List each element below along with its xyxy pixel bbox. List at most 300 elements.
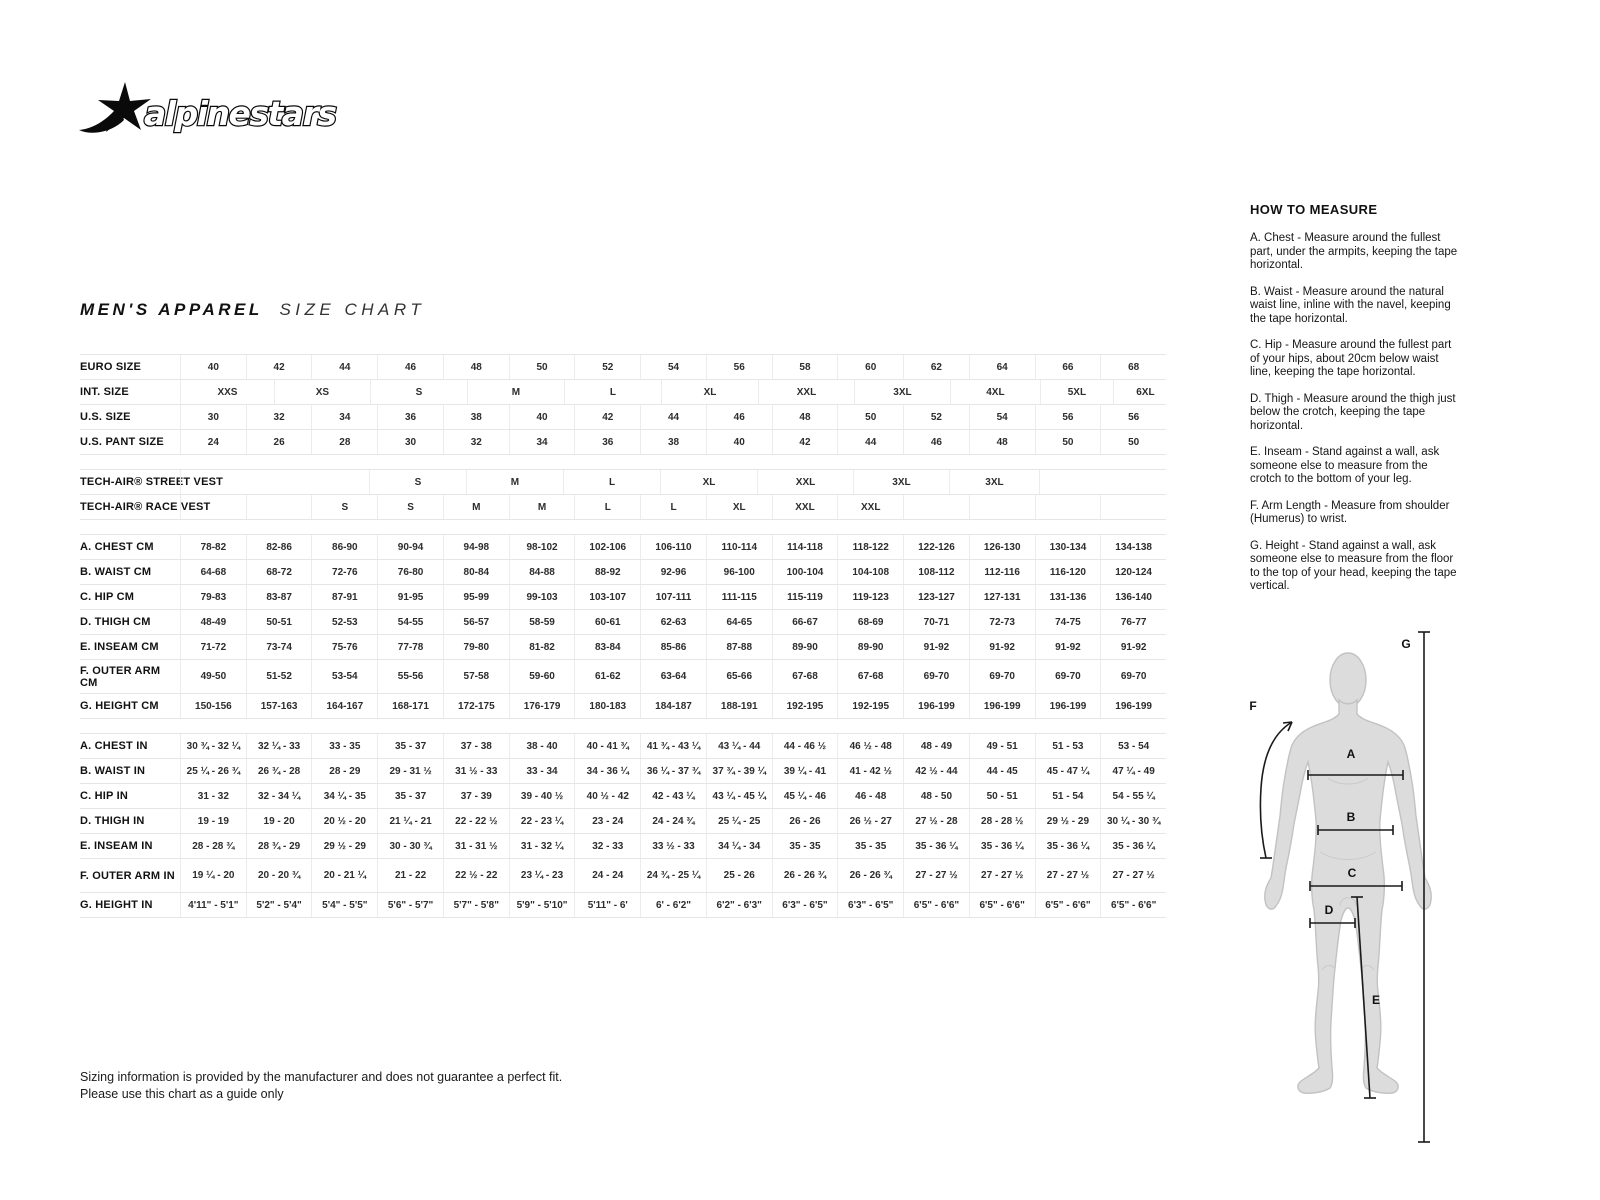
inseam-cm-cells xyxy=(180,635,1166,659)
us-size-label: U.S. SIZE xyxy=(80,411,131,423)
chest-in-cells xyxy=(180,734,1166,758)
size-cell: 5'2" - 5'4" xyxy=(246,893,312,917)
size-cell: 40 xyxy=(706,430,772,454)
int-size-cells xyxy=(180,380,1166,404)
size-cell: 42 xyxy=(772,430,838,454)
size-cell: 32 xyxy=(443,430,509,454)
size-cell: 188-191 xyxy=(706,694,772,718)
size-cell: 6XL xyxy=(1113,380,1177,404)
label-hip: C xyxy=(1347,866,1357,880)
thigh-cm-label: D. THIGH CM xyxy=(80,616,151,628)
size-cell: 28 - 28 ½ xyxy=(969,809,1035,833)
size-cell: 4XL xyxy=(950,380,1040,404)
size-cell: 45 ¼ - 46 xyxy=(772,784,838,808)
size-cell: 5'9" - 5'10" xyxy=(509,893,575,917)
size-cell: 40 xyxy=(180,355,246,379)
size-cell: 27 - 27 ½ xyxy=(1035,859,1101,892)
size-cell: 30 - 30 ¾ xyxy=(377,834,443,858)
waist-cm-label: B. WAIST CM xyxy=(80,566,152,578)
size-cell: M xyxy=(443,495,509,519)
size-cell: 20 - 20 ¾ xyxy=(246,859,312,892)
size-cell: 35 - 36 ¼ xyxy=(969,834,1035,858)
size-cell: 39 ¼ - 41 xyxy=(772,759,838,783)
row-height-in xyxy=(80,893,1166,918)
int-size-label: INT. SIZE xyxy=(80,386,129,398)
page-title-primary: MEN'S APPAREL xyxy=(80,300,263,319)
size-cell xyxy=(969,495,1035,519)
size-cell: 45 - 47 ¼ xyxy=(1035,759,1101,783)
size-cell: 24 - 24 ¾ xyxy=(640,809,706,833)
size-cell: 44 xyxy=(837,430,903,454)
size-cell: 32 - 33 xyxy=(574,834,640,858)
outer-arm-in-label: F. OUTER ARM IN xyxy=(80,869,175,882)
size-cell: 6' - 6'2" xyxy=(640,893,706,917)
size-cell: 22 - 22 ½ xyxy=(443,809,509,833)
page-title-secondary: SIZE CHART xyxy=(279,300,426,319)
chest-cm-label: A. CHEST CM xyxy=(80,541,154,553)
size-cell: 32 - 34 ¼ xyxy=(246,784,312,808)
tech-air-race-vest-label: TECH-AIR® RACE VEST xyxy=(80,501,211,513)
size-cell: 86-90 xyxy=(311,535,377,559)
tech-air-race-vest-cells xyxy=(180,495,1166,519)
size-cell: S xyxy=(370,380,467,404)
size-cell: 60-61 xyxy=(574,610,640,634)
size-cell: XXS xyxy=(180,380,274,404)
size-cell xyxy=(1035,495,1101,519)
size-cell: 5'4" - 5'5" xyxy=(311,893,377,917)
size-cell: 36 xyxy=(574,430,640,454)
size-cell: 157-163 xyxy=(246,694,312,718)
size-cell: 35 - 35 xyxy=(837,834,903,858)
size-cell: 46 xyxy=(377,355,443,379)
size-cell: M xyxy=(509,495,575,519)
size-cell: 91-92 xyxy=(1035,635,1101,659)
size-cell: 34 ¼ - 34 xyxy=(706,834,772,858)
size-cell: 81-82 xyxy=(509,635,575,659)
size-cell: 40 xyxy=(509,405,575,429)
size-cell: 50 xyxy=(837,405,903,429)
size-cell: 68 xyxy=(1100,355,1166,379)
measure-item: F. Arm Length - Measure from shoulder (Humerus) to wrist. xyxy=(1250,499,1450,525)
size-cell: 72-73 xyxy=(969,610,1035,634)
size-cell: 115-119 xyxy=(772,585,838,609)
outer-arm-in-cells xyxy=(180,859,1166,892)
size-cell: 40 - 41 ¾ xyxy=(574,734,640,758)
size-cell: S xyxy=(369,470,466,494)
size-cell: 87-88 xyxy=(706,635,772,659)
size-cell xyxy=(180,495,246,519)
size-cell: 120-124 xyxy=(1100,560,1166,584)
size-cell: 87-91 xyxy=(311,585,377,609)
size-cell: 65-66 xyxy=(706,660,772,693)
row-us-pant-size xyxy=(80,430,1166,455)
size-cell: 51 - 53 xyxy=(1035,734,1101,758)
size-cell: 69-70 xyxy=(1100,660,1166,693)
size-cell: 192-195 xyxy=(837,694,903,718)
inseam-cm-label: E. INSEAM CM xyxy=(80,641,159,653)
row-outer-arm-in xyxy=(80,859,1166,893)
size-cell: 29 ½ - 29 xyxy=(1035,809,1101,833)
size-cell: L xyxy=(564,380,661,404)
size-cell: 48 xyxy=(969,430,1035,454)
size-cell: 26 - 26 ¾ xyxy=(772,859,838,892)
size-cell: 35 - 36 ¼ xyxy=(903,834,969,858)
size-cell: 89-90 xyxy=(837,635,903,659)
size-cell: 56 xyxy=(706,355,772,379)
size-cell: 46 xyxy=(903,430,969,454)
size-cell: 27 - 27 ½ xyxy=(969,859,1035,892)
height-in-cells xyxy=(180,893,1166,917)
size-cell: 50-51 xyxy=(246,610,312,634)
size-cell xyxy=(1100,495,1166,519)
size-cell: 82-86 xyxy=(246,535,312,559)
size-cell: 30 xyxy=(377,430,443,454)
row-waist-in xyxy=(80,759,1166,784)
size-cell: 96-100 xyxy=(706,560,772,584)
size-cell: L xyxy=(563,470,660,494)
size-cell: 29 - 31 ½ xyxy=(377,759,443,783)
row-thigh-cm xyxy=(80,610,1166,635)
size-cell: 164-167 xyxy=(311,694,377,718)
size-cell: 73-74 xyxy=(246,635,312,659)
size-cell: 48 - 49 xyxy=(903,734,969,758)
size-cell: 24 - 24 xyxy=(574,859,640,892)
size-cell: 40 ½ - 42 xyxy=(574,784,640,808)
size-cell: 28 ¾ - 29 xyxy=(246,834,312,858)
alpinestars-logo xyxy=(78,80,358,142)
size-cell: 92-96 xyxy=(640,560,706,584)
label-arm-length: F xyxy=(1249,699,1257,713)
size-cell: 38 xyxy=(640,430,706,454)
size-cell: L xyxy=(574,495,640,519)
size-cell: 85-86 xyxy=(640,635,706,659)
size-cell: 54-55 xyxy=(377,610,443,634)
size-cell: 49 - 51 xyxy=(969,734,1035,758)
measure-list xyxy=(1250,232,1458,594)
size-cell: 5'7" - 5'8" xyxy=(443,893,509,917)
size-cell: 111-115 xyxy=(706,585,772,609)
size-cell: 89-90 xyxy=(772,635,838,659)
size-cell: 71-72 xyxy=(180,635,246,659)
alpinestars-star-icon xyxy=(79,82,151,133)
size-cell: 39 - 40 ½ xyxy=(509,784,575,808)
size-cell: 56-57 xyxy=(443,610,509,634)
footer-line-1: Sizing information is provided by the manufacturer and does not guarantee a perfect fit. xyxy=(80,1070,563,1084)
inseam-in-label: E. INSEAM IN xyxy=(80,840,153,852)
size-cell: 26 - 26 xyxy=(772,809,838,833)
chest-cm-cells xyxy=(180,535,1166,559)
measure-item: A. Chest - Measure around the fullest part, under the armpits, keeping the tape horizontal. xyxy=(1250,232,1458,271)
hip-in-label: C. HIP IN xyxy=(80,790,129,802)
label-inseam: E xyxy=(1371,993,1381,1007)
size-cell: 37 ¾ - 39 ¼ xyxy=(706,759,772,783)
size-cell: 42 xyxy=(246,355,312,379)
size-cell: 5XL xyxy=(1040,380,1113,404)
size-cell: 95-99 xyxy=(443,585,509,609)
size-cell: 131-136 xyxy=(1035,585,1101,609)
size-cell: 31 - 32 ¼ xyxy=(509,834,575,858)
waist-in-label: B. WAIST IN xyxy=(80,765,146,777)
size-cell: 107-111 xyxy=(640,585,706,609)
size-cell: 36 xyxy=(377,405,443,429)
size-cell: 6'5" - 6'6" xyxy=(903,893,969,917)
size-cell: 83-87 xyxy=(246,585,312,609)
size-cell: 47 ¼ - 49 xyxy=(1100,759,1166,783)
measure-item: E. Inseam - Stand against a wall, ask someone else to measure from the crotch to the bottom of your leg. xyxy=(1250,446,1440,485)
size-cell: 52 xyxy=(574,355,640,379)
us-size-cells xyxy=(180,405,1166,429)
size-cell: 46 ½ - 48 xyxy=(837,734,903,758)
size-cell: 50 xyxy=(1100,430,1166,454)
size-cell: 88-92 xyxy=(574,560,640,584)
size-cell: 77-78 xyxy=(377,635,443,659)
size-cell xyxy=(180,470,369,494)
hip-cm-cells xyxy=(180,585,1166,609)
size-cell xyxy=(246,495,312,519)
size-cell: 99-103 xyxy=(509,585,575,609)
size-cell: 136-140 xyxy=(1100,585,1166,609)
size-cell: 41 ¾ - 43 ¼ xyxy=(640,734,706,758)
size-cell: 5'11" - 6' xyxy=(574,893,640,917)
size-cell: 54 xyxy=(640,355,706,379)
row-int-size xyxy=(80,380,1166,405)
row-tech-air-race-vest xyxy=(80,495,1166,520)
thigh-cm-cells xyxy=(180,610,1166,634)
size-cell: 20 ½ - 20 xyxy=(311,809,377,833)
size-cell: XS xyxy=(274,380,370,404)
row-hip-cm xyxy=(80,585,1166,610)
size-cell: 70-71 xyxy=(903,610,969,634)
measure-item: D. Thigh - Measure around the thigh just below the crotch, keeping the tape horizontal. xyxy=(1250,392,1456,432)
size-cell: 19 - 19 xyxy=(180,809,246,833)
size-cell: 6'5" - 6'6" xyxy=(1100,893,1166,917)
size-cell: 46 xyxy=(706,405,772,429)
size-cell: 116-120 xyxy=(1035,560,1101,584)
hip-in-cells xyxy=(180,784,1166,808)
size-cell: 80-84 xyxy=(443,560,509,584)
size-cell: M xyxy=(467,380,564,404)
size-cell: 3XL xyxy=(853,470,949,494)
size-cell: 32 ¼ - 33 xyxy=(246,734,312,758)
measure-item: B. Waist - Measure around the natural waist line, inline with the navel, keeping the tape horizontal. xyxy=(1250,285,1451,325)
size-cell: 67-68 xyxy=(772,660,838,693)
size-cell: 76-80 xyxy=(377,560,443,584)
size-cell: XL xyxy=(706,495,772,519)
size-cell: 34 - 36 ¼ xyxy=(574,759,640,783)
size-cell: 43 ¼ - 44 xyxy=(706,734,772,758)
size-cell: 19 ¼ - 20 xyxy=(180,859,246,892)
size-cell: 46 - 48 xyxy=(837,784,903,808)
size-cell: 64-68 xyxy=(180,560,246,584)
size-cell: 57-58 xyxy=(443,660,509,693)
alpinestars-wordmark: alpinestars xyxy=(144,94,336,133)
hip-cm-label: C. HIP CM xyxy=(80,591,135,603)
size-cell: 26 - 26 ¾ xyxy=(837,859,903,892)
euro-size-cells xyxy=(180,355,1166,379)
size-cell: 78-82 xyxy=(180,535,246,559)
how-to-measure-title: HOW TO MEASURE xyxy=(1250,202,1378,217)
size-cell xyxy=(1039,470,1175,494)
size-cell: 23 - 24 xyxy=(574,809,640,833)
size-cell: 91-92 xyxy=(903,635,969,659)
size-cell: 6'3" - 6'5" xyxy=(837,893,903,917)
row-height-cm xyxy=(80,694,1166,719)
size-cell: 90-94 xyxy=(377,535,443,559)
size-cell: 30 ¼ - 30 ¾ xyxy=(1100,809,1166,833)
size-cell: 48 - 50 xyxy=(903,784,969,808)
size-cell: 62-63 xyxy=(640,610,706,634)
us-pant-size-label: U.S. PANT SIZE xyxy=(80,436,164,448)
size-cell: 79-80 xyxy=(443,635,509,659)
inseam-in-cells xyxy=(180,834,1166,858)
size-cell: 84-88 xyxy=(509,560,575,584)
size-cell: 68-72 xyxy=(246,560,312,584)
row-chest-in xyxy=(80,733,1166,759)
size-cell: 32 xyxy=(246,405,312,429)
size-cell: XL xyxy=(661,380,758,404)
size-cell: 29 ½ - 29 xyxy=(311,834,377,858)
row-us-size xyxy=(80,405,1166,430)
size-cell: 24 xyxy=(180,430,246,454)
size-cell: 24 ¾ - 25 ¼ xyxy=(640,859,706,892)
outer-arm-cm-cells xyxy=(180,660,1166,693)
size-cell: 38 xyxy=(443,405,509,429)
size-table xyxy=(80,354,1166,918)
size-cell: 6'5" - 6'6" xyxy=(1035,893,1101,917)
size-cell: 33 - 34 xyxy=(509,759,575,783)
size-cell: S xyxy=(311,495,377,519)
size-cell: 38 - 40 xyxy=(509,734,575,758)
row-outer-arm-cm xyxy=(80,660,1166,694)
size-cell: 44 xyxy=(311,355,377,379)
size-cell: 6'3" - 6'5" xyxy=(772,893,838,917)
size-cell: 104-108 xyxy=(837,560,903,584)
size-cell: 114-118 xyxy=(772,535,838,559)
size-cell: M xyxy=(466,470,563,494)
size-cell: 50 xyxy=(509,355,575,379)
size-cell: 75-76 xyxy=(311,635,377,659)
size-cell: 33 - 35 xyxy=(311,734,377,758)
size-cell: 56 xyxy=(1035,405,1101,429)
size-cell: 72-76 xyxy=(311,560,377,584)
size-cell: 31 - 32 xyxy=(180,784,246,808)
row-hip-in xyxy=(80,784,1166,809)
size-cell: 28 - 28 ¾ xyxy=(180,834,246,858)
size-cell: 25 - 26 xyxy=(706,859,772,892)
size-cell: 53-54 xyxy=(311,660,377,693)
size-cell: 58-59 xyxy=(509,610,575,634)
size-cell: 59-60 xyxy=(509,660,575,693)
row-tech-air-street-vest xyxy=(80,469,1166,495)
size-cell: 196-199 xyxy=(1100,694,1166,718)
size-cell xyxy=(903,495,969,519)
size-cell: 34 xyxy=(311,405,377,429)
size-cell: L xyxy=(640,495,706,519)
size-cell: 168-171 xyxy=(377,694,443,718)
size-cell: 48-49 xyxy=(180,610,246,634)
size-cell: 49-50 xyxy=(180,660,246,693)
size-cell: 27 ½ - 28 xyxy=(903,809,969,833)
size-cell: 61-62 xyxy=(574,660,640,693)
size-cell: 51-52 xyxy=(246,660,312,693)
size-cell: XXL xyxy=(757,470,853,494)
size-cell: XXL xyxy=(772,495,838,519)
size-cell: 91-95 xyxy=(377,585,443,609)
outer-arm-cm-label: F. OUTER ARM CM xyxy=(80,664,161,689)
tech-air-street-vest-cells xyxy=(180,470,1166,494)
size-cell: 63-64 xyxy=(640,660,706,693)
size-cell: 60 xyxy=(837,355,903,379)
size-cell: 33 ½ - 33 xyxy=(640,834,706,858)
size-cell: 3XL xyxy=(949,470,1039,494)
size-cell: 91-92 xyxy=(969,635,1035,659)
size-cell: 79-83 xyxy=(180,585,246,609)
row-chest-cm xyxy=(80,534,1166,560)
size-cell: 184-187 xyxy=(640,694,706,718)
thigh-in-label: D. THIGH IN xyxy=(80,815,145,827)
size-cell: 28 - 29 xyxy=(311,759,377,783)
size-cell: 21 - 22 xyxy=(377,859,443,892)
chest-in-label: A. CHEST IN xyxy=(80,740,148,752)
size-cell: 69-70 xyxy=(969,660,1035,693)
size-cell: 130-134 xyxy=(1035,535,1101,559)
size-cell: 5'6" - 5'7" xyxy=(377,893,443,917)
size-cell: 106-110 xyxy=(640,535,706,559)
height-in-label: G. HEIGHT IN xyxy=(80,899,153,911)
size-cell: 25 ¼ - 26 ¾ xyxy=(180,759,246,783)
body-measurement-figure xyxy=(1236,618,1460,1178)
size-cell: 44 - 45 xyxy=(969,759,1035,783)
size-cell: 52 xyxy=(903,405,969,429)
size-cell: 20 - 21 ¼ xyxy=(311,859,377,892)
waist-cm-cells xyxy=(180,560,1166,584)
size-cell: 6'2" - 6'3" xyxy=(706,893,772,917)
size-cell: 48 xyxy=(443,355,509,379)
row-inseam-in xyxy=(80,834,1166,859)
measure-item: G. Height - Stand against a wall, ask someone else to measure from the floor to the top of your head, keeping the tape vertical. xyxy=(1250,539,1457,592)
size-cell: 180-183 xyxy=(574,694,640,718)
size-cell: 48 xyxy=(772,405,838,429)
size-cell: 31 - 31 ½ xyxy=(443,834,509,858)
size-cell: 42 xyxy=(574,405,640,429)
size-cell: 108-112 xyxy=(903,560,969,584)
size-cell: 98-102 xyxy=(509,535,575,559)
thigh-in-cells xyxy=(180,809,1166,833)
size-cell: 34 xyxy=(509,430,575,454)
size-cell: 100-104 xyxy=(772,560,838,584)
size-cell: 35 - 37 xyxy=(377,784,443,808)
size-cell: 31 ½ - 33 xyxy=(443,759,509,783)
size-cell: XXL xyxy=(837,495,903,519)
size-cell: 176-179 xyxy=(509,694,575,718)
size-cell: 67-68 xyxy=(837,660,903,693)
size-cell: 150-156 xyxy=(180,694,246,718)
euro-size-label: EURO SIZE xyxy=(80,361,142,373)
size-cell: 21 ¼ - 21 xyxy=(377,809,443,833)
size-cell: 42 - 43 ¼ xyxy=(640,784,706,808)
size-cell: 55-56 xyxy=(377,660,443,693)
size-cell: 94-98 xyxy=(443,535,509,559)
size-cell: 196-199 xyxy=(1035,694,1101,718)
size-cell: 43 ¼ - 45 ¼ xyxy=(706,784,772,808)
size-cell: 23 ¼ - 23 xyxy=(509,859,575,892)
size-cell: 37 - 39 xyxy=(443,784,509,808)
footer-disclaimer xyxy=(80,1069,562,1102)
size-cell: 69-70 xyxy=(1035,660,1101,693)
size-cell: S xyxy=(377,495,443,519)
size-cell: 28 xyxy=(311,430,377,454)
size-cell: 56 xyxy=(1100,405,1166,429)
